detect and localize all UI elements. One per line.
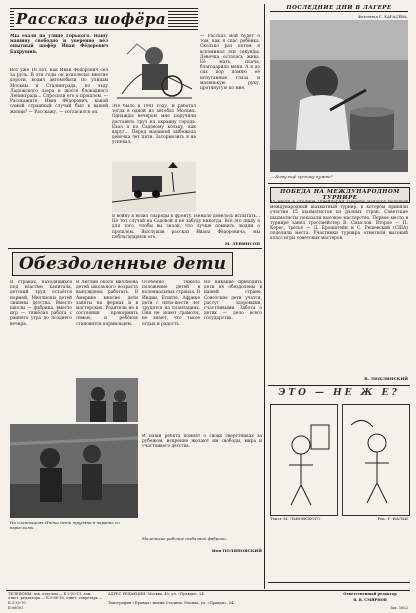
- story-col-3: — Рассказ мой будет о том, как я спас ребёнка. Сколько раз потом я вспоминал эти секунды. Девочка осталась жива. Её мать, плача, благодарила меня. А я до сих пор помню её испуганные глаза и маленькую руку, протянутую ко мне.: [200, 34, 260, 92]
- article-col-5: И наши ребята помнят о своих сверстниках за рубежом, искренне желают им свободы, мира и счастливого детства.: [142, 434, 262, 450]
- story-intro: Мы ехали по улице Горького. Нашу машину свободно и уверенно вёл опытный шофёр Иван Фёдорович Бахрушин.: [10, 34, 108, 55]
- tournament-title: ПОБЕДА НА МЕЖДУНАРОДНОМ ТУРНИРЕ: [270, 187, 410, 203]
- footer-editor-label: Ответственный редактор: [343, 592, 397, 596]
- footer-editor: В. В. СМИРНОВ: [353, 598, 387, 602]
- cartoon-title: ЭТО — НЕ Ж Е?: [278, 388, 400, 398]
- cartoon-caption-left: Текст М. ЛЬВОВСКОГО: [270, 516, 321, 521]
- story-col-1: Вот уже 18 лет, как Иван Фёдорович сел за руль. В эти годы он исколесил многие дороги, водил автомобили по улицам Москвы и Сталинграда, по льду Ладожского озера и шоссе блокадного Ленинграда... Спросили его о прошлом. — Расскажите, Иван Фёдорович, какой самый страшный случай был в вашей жизни? — Расскажу, — согласился он.: [10, 68, 108, 115]
- article-signature: Ион ПОЛЯНОВСКИЙ: [211, 548, 262, 553]
- footer-order: Зак. 1652: [389, 606, 408, 610]
- tournament-body: 15 июля в столице Швейцарии Цюрихе начался большой международный шахматный турнир, в котором приняли участие 15 шахматистов из разных стран. Советские шахматисты показали высокое мастерство. Первое место в турнире занял гроссмейстер В. Смыслов. Второе — П. Керес, третье — Д. Бронштейн и С. Решевский (США) поделили места. Участники турнира отметили высокий класс игры советских мастеров.: [270, 200, 408, 242]
- camp-photo-credit: Фотоэтюд С. КАРАСЁВА.: [357, 14, 408, 19]
- article-photo-2-caption: Маленькие рабочие табачной фабрики.: [142, 536, 228, 541]
- tournament-signature: В. ЛЮБЛИНСКИЙ: [364, 376, 408, 381]
- road-illustration: [112, 162, 196, 212]
- right-divider-3: [268, 582, 410, 583]
- story-illustration: [112, 34, 196, 102]
- camp-header: ПОСЛЕДНИЕ ДНИ В ЛАГЕРЕ: [270, 5, 408, 12]
- section-divider: [8, 248, 262, 249]
- story-col-2: Это было в 1941 году. Я работал тогда в одной из автобаз Москвы. Однажды вечером мне поручили доставить груз на окраину города. Ехал я по Садовому кольцу, как вдруг... Перед машиной выбежала девочка лет пяти. Затормозить я не успевал.: [112, 104, 196, 146]
- camp-photo-caption: — Кому ещё супчику нужно?: [270, 174, 333, 179]
- article-photo-1-caption: На плантациях Индии дети трудятся наравне со взрослыми.: [10, 520, 120, 530]
- footer-rule: [6, 590, 410, 591]
- right-divider-1: [268, 183, 410, 184]
- right-divider-2: [268, 385, 410, 386]
- story-signature: М. ЛЕВИНСОН: [224, 241, 260, 246]
- article-col-2: В Англии около миллиона детей школьного возраста вынуждены работать. В Америке многие дети заняты на фермах и в мастерских. Родители не в состоянии прокормить семью, и ребёнок становится кормильцем.: [76, 280, 138, 327]
- cartoon-caption-right: Рис. Г. ВАЛЬК: [377, 516, 408, 521]
- article-photo-1: [10, 424, 138, 518]
- footer-issue: Б-08001: [8, 606, 24, 610]
- footer-print: Типография «Правды» имени Сталина. Москва, ул. «Правды», 24.: [108, 601, 235, 605]
- article-col-1: В странах, находящихся под властью капитала, детский труд остаётся нормой. Миллионы детей лишены детства. Вместо школы — фабрика, вместо игр — тяжёлая работа с раннего утра до позднего вечера.: [10, 280, 72, 327]
- story-banner: [10, 8, 198, 30]
- article-col-3: Особенно тяжело положение детей в колониальных странах. В Индии, Египте, Африке дети с пяти-шести лет трудятся на плантациях. Они не знают грамоты, не знают, что такое отдых и радость.: [142, 280, 200, 327]
- article-photo-2: [76, 378, 138, 422]
- cartoon-right: [342, 404, 410, 516]
- camp-photo: [270, 20, 408, 172]
- story-title: Рассказ шофёра: [16, 10, 167, 28]
- cartoon-left: [270, 404, 338, 516]
- article-col-4: Но никакие приходить дети не обездолены в нашей стране. Советские дети учатся, растут здоровыми, счастливыми. Забота о детях — дело всего государства.: [204, 280, 262, 322]
- story-col-4: В войну я возил снаряды к фронту. Немало довелось испытать... Но тот случай на Садовой я не забуду никогда. Всё это пишу я для того, чтобы вы знали, что лучше помнить людям о прошлом. Выслушав рассказ Ивана Фёдоровича, мы поблагодарили его.: [112, 214, 260, 240]
- footer-phones: ТЕЛЕФОНЫ: зав. отделом — Б 2-50-11, зам. ответ. редактора — Б 3-66-18, ответ. секретарь — Б 3-30-70: [8, 592, 103, 605]
- footer-address: АДРЕС РЕДАКЦИИ: Москва, 40, ул. «Правды», 24.: [108, 592, 205, 596]
- article-title: Обездоленные дети: [12, 252, 233, 276]
- column-divider: [264, 4, 265, 589]
